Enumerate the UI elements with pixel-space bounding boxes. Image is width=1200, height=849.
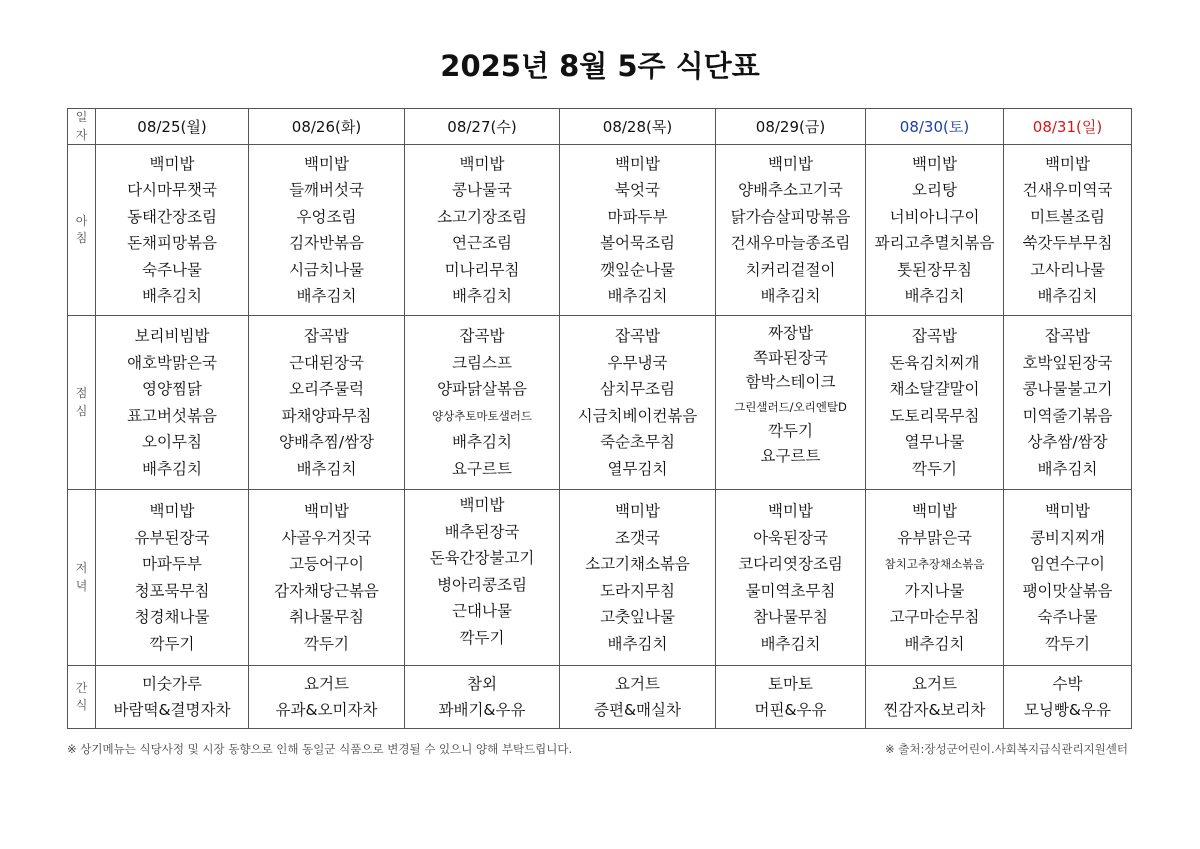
menu-item: 들깨버섯국	[289, 181, 364, 199]
menu-item: 조갯국	[615, 528, 660, 547]
menu-item: 연근조림	[452, 234, 512, 252]
menu-item: 요거트	[912, 674, 957, 693]
menu-item: 잡곡밥	[304, 327, 349, 345]
menu-cell-snack-mon	[96, 666, 249, 729]
menu-item-list	[249, 498, 404, 657]
menu-cell-snack-tue	[249, 666, 405, 729]
menu-item: 참나물무침	[753, 608, 828, 626]
menu-item-list	[249, 671, 404, 724]
menu-item-list	[866, 498, 1003, 657]
menu-item: 배추김치	[142, 459, 202, 478]
menu-item-list	[96, 671, 248, 724]
menu-item: 참치고추장채소볶음	[884, 557, 985, 571]
menu-item: 돈채피망볶음	[127, 234, 217, 252]
menu-cell-dinner-wed	[405, 490, 560, 666]
menu-item: 백미밥	[768, 154, 813, 173]
menu-item: 배추김치	[904, 634, 965, 653]
menu-item: 취나물무침	[289, 608, 364, 626]
footnote-left: ※ 상기메뉴는 식당사정 및 시장 동향으로 인해 동일군 식품으로 변경될 수 있으니 양해 부탁드립니다.	[67, 742, 573, 756]
menu-item: 유부된장국	[134, 528, 210, 547]
menu-item: 꽈리고추멸치볶음	[874, 234, 995, 252]
menu-item: 백미밥	[615, 154, 660, 173]
menu-item: 미역줄기볶음	[1022, 406, 1113, 425]
menu-item: 미숫가루	[142, 674, 202, 693]
menu-item-list	[405, 151, 559, 310]
menu-item: 돈육김치찌개	[889, 353, 980, 372]
menu-item: 고사리나물	[1030, 260, 1105, 279]
menu-item: 쑥갓두부무침	[1022, 234, 1113, 252]
menu-item: 건새우미역국	[1022, 181, 1113, 199]
menu-item: 소고기채소볶음	[585, 555, 690, 573]
meal-table	[67, 108, 1132, 729]
menu-item: 양배추찜/쌈장	[278, 433, 375, 451]
menu-item: 백미밥	[615, 502, 660, 520]
menu-item: 청경채나물	[134, 608, 210, 626]
menu-item: 숙주나물	[142, 260, 202, 279]
menu-item: 호박잎된장국	[1022, 353, 1113, 372]
menu-item: 근대나물	[452, 602, 512, 620]
day-header-wed: 08/27(수)	[405, 109, 560, 145]
menu-item: 오리탕	[912, 181, 957, 199]
menu-item: 도라지무침	[600, 581, 675, 600]
menu-item: 백미밥	[149, 502, 195, 520]
menu-item: 배추김치	[142, 287, 202, 305]
menu-item: 찐감자&보리차	[883, 701, 986, 719]
menu-item: 열무나물	[904, 433, 965, 451]
meal-row-snack	[68, 666, 1132, 729]
menu-item: 채소달걀말이	[889, 380, 980, 398]
menu-item: 백미밥	[149, 154, 195, 173]
menu-item: 그린샐러드/오리엔탈D	[734, 399, 847, 414]
menu-item: 배추김치	[607, 634, 668, 653]
menu-item-list	[96, 323, 248, 482]
menu-item-list	[716, 321, 865, 468]
menu-item-list	[405, 492, 559, 651]
menu-item: 코다리엿장조림	[738, 555, 843, 573]
menu-item: 배추된장국	[444, 522, 520, 541]
meal-row-dinner	[68, 490, 1132, 666]
menu-item: 크림스프	[452, 353, 512, 372]
menu-item: 파채양파무침	[281, 406, 372, 425]
day-header-sat: 08/30(토)	[866, 109, 1004, 145]
menu-item: 감자채당근볶음	[274, 581, 379, 600]
menu-item: 백미밥	[459, 496, 505, 514]
menu-item: 백미밥	[304, 502, 349, 520]
menu-cell-snack-wed	[405, 666, 560, 729]
menu-item: 바람떡&결명자차	[113, 701, 231, 719]
menu-item: 우엉조림	[296, 207, 357, 226]
menu-item: 백미밥	[459, 154, 505, 173]
menu-item-list	[716, 671, 865, 724]
menu-cell-lunch-fri	[716, 316, 866, 490]
menu-item-list	[866, 151, 1003, 310]
menu-item: 백미밥	[1045, 502, 1090, 520]
menu-item: 배추김치	[760, 634, 821, 653]
menu-item: 배추김치	[1037, 459, 1098, 478]
menu-item: 근대된장국	[289, 353, 364, 372]
menu-item: 요거트	[304, 674, 349, 693]
meal-label-text: 간식	[75, 680, 88, 712]
meal-label	[68, 316, 96, 490]
day-header-fri: 08/29(금)	[716, 109, 866, 145]
menu-item: 동태간장조림	[127, 207, 217, 226]
menu-item: 유과&오미자차	[275, 701, 378, 719]
menu-item: 깍두기	[459, 628, 505, 647]
menu-item: 다시마무챗국	[127, 181, 217, 199]
date-header-label	[68, 109, 96, 145]
menu-cell-dinner-mon	[96, 490, 249, 666]
meal-label-text: 점심	[75, 386, 88, 418]
menu-item: 양배추소고기국	[738, 181, 843, 199]
menu-item: 상추쌈/쌈장	[1027, 433, 1108, 451]
meal-label-text: 아침	[75, 213, 88, 245]
menu-item: 요거트	[615, 674, 660, 693]
menu-item: 돈육간장불고기	[429, 549, 535, 567]
menu-item: 백미밥	[912, 502, 957, 520]
menu-item: 고등어구이	[289, 555, 364, 573]
menu-item: 우무냉국	[607, 353, 668, 372]
menu-item-list	[866, 323, 1003, 482]
menu-item: 배추김치	[904, 287, 965, 305]
menu-item: 오리주물럭	[289, 380, 364, 398]
menu-item-list	[560, 671, 715, 724]
menu-item: 열무김치	[607, 459, 668, 478]
menu-item: 백미밥	[912, 154, 957, 173]
menu-item: 시금치나물	[289, 260, 364, 279]
menu-item: 너비아니구이	[889, 207, 980, 226]
menu-item-list	[96, 151, 248, 310]
menu-item: 배추김치	[296, 287, 357, 305]
menu-item: 사골우거짓국	[281, 528, 372, 547]
meal-row-lunch	[68, 316, 1132, 490]
menu-item-list	[560, 498, 715, 657]
menu-item: 보리비빔밥	[134, 327, 210, 345]
menu-item: 백미밥	[1045, 154, 1090, 173]
menu-cell-dinner-tue	[249, 490, 405, 666]
menu-item: 치커리겉절이	[745, 260, 836, 279]
menu-item: 깍두기	[1045, 634, 1090, 653]
menu-item: 죽순초무침	[600, 433, 675, 451]
menu-item: 증편&매실차	[594, 701, 681, 719]
menu-cell-snack-thu	[560, 666, 716, 729]
day-header-tue: 08/26(화)	[249, 109, 405, 145]
menu-item: 영양찜닭	[142, 380, 202, 398]
menu-item: 마파두부	[607, 207, 668, 226]
menu-cell-breakfast-sat	[866, 145, 1004, 316]
menu-item-list	[405, 323, 559, 482]
menu-item: 콩나물국	[452, 181, 512, 199]
menu-item-list	[716, 498, 865, 657]
menu-cell-snack-fri	[716, 666, 866, 729]
meal-row-breakfast	[68, 145, 1132, 316]
menu-item: 북엇국	[615, 181, 660, 199]
menu-cell-dinner-sat	[866, 490, 1004, 666]
meal-label	[68, 145, 96, 316]
menu-item: 수박	[1052, 674, 1083, 693]
menu-item: 토마토	[768, 674, 813, 693]
menu-item: 미나리무침	[444, 260, 520, 279]
menu-cell-dinner-fri	[716, 490, 866, 666]
menu-item: 깍두기	[768, 422, 813, 440]
menu-cell-breakfast-wed	[405, 145, 560, 316]
menu-cell-breakfast-fri	[716, 145, 866, 316]
menu-item-list	[96, 498, 248, 657]
menu-item: 배추김치	[452, 433, 512, 451]
menu-item: 머핀&우유	[754, 701, 827, 719]
menu-item: 시금치베이컨볶음	[577, 406, 698, 425]
menu-item: 배추김치	[760, 287, 821, 305]
page-title: 2025년 8월 5주 식단표	[440, 49, 760, 83]
menu-item: 백미밥	[768, 502, 813, 520]
menu-cell-lunch-sat	[866, 316, 1004, 490]
menu-cell-lunch-tue	[249, 316, 405, 490]
menu-item-list	[1004, 323, 1131, 482]
menu-item: 요구르트	[760, 446, 821, 465]
menu-item: 고구마순무침	[889, 608, 980, 626]
menu-cell-lunch-mon	[96, 316, 249, 490]
menu-item-list	[560, 323, 715, 482]
menu-cell-breakfast-mon	[96, 145, 249, 316]
menu-item: 양파닭살볶음	[437, 380, 527, 398]
menu-item-list	[249, 151, 404, 310]
day-header-sun: 08/31(일)	[1004, 109, 1132, 145]
menu-item: 마파두부	[142, 555, 202, 573]
menu-item: 유부맑은국	[897, 528, 972, 547]
menu-item: 깻잎순나물	[600, 260, 675, 279]
meal-label-text: 저녁	[75, 561, 88, 593]
menu-item: 임연수구이	[1030, 555, 1105, 573]
menu-item: 배추김치	[452, 287, 512, 305]
menu-item: 배추김치	[296, 459, 357, 478]
menu-cell-lunch-wed	[405, 316, 560, 490]
menu-item: 깍두기	[149, 634, 195, 653]
menu-item: 소고기장조림	[437, 207, 527, 226]
menu-item: 톳된장무침	[897, 260, 972, 279]
menu-item: 고춧잎나물	[600, 608, 675, 626]
menu-item-list	[1004, 498, 1131, 657]
menu-item: 양상추토마토샐러드	[432, 408, 532, 423]
menu-item: 잡곡밥	[1045, 327, 1090, 345]
menu-item-list	[405, 671, 559, 724]
menu-item: 가지나물	[904, 581, 965, 600]
menu-item: 잡곡밥	[459, 327, 505, 345]
menu-item: 물미역초무침	[745, 581, 836, 600]
menu-item: 청포묵무침	[134, 581, 210, 600]
menu-item: 삼치무조림	[600, 380, 675, 398]
day-header-thu: 08/28(목)	[560, 109, 716, 145]
menu-item: 잡곡밥	[912, 327, 957, 345]
menu-item: 깍두기	[912, 459, 957, 478]
menu-item: 깍두기	[304, 634, 349, 653]
menu-item: 참외	[467, 674, 497, 693]
menu-cell-breakfast-tue	[249, 145, 405, 316]
header-row	[68, 109, 1132, 145]
menu-item-list	[249, 323, 404, 482]
menu-cell-breakfast-thu	[560, 145, 716, 316]
menu-item: 애호박맑은국	[127, 353, 217, 372]
menu-item: 배추김치	[1037, 287, 1098, 305]
menu-cell-dinner-sun	[1004, 490, 1132, 666]
menu-item: 아욱된장국	[753, 528, 828, 547]
menu-item: 표고버섯볶음	[127, 406, 217, 425]
menu-cell-lunch-sun	[1004, 316, 1132, 490]
meal-label	[68, 666, 96, 729]
menu-item: 짜장밥	[768, 324, 813, 342]
menu-item: 모닝빵&우유	[1024, 701, 1111, 719]
menu-item: 요구르트	[452, 459, 512, 478]
menu-item: 건새우마늘종조림	[730, 234, 851, 252]
menu-item-list	[866, 671, 1003, 724]
footnote-right: ※ 출처:장성군어린이.사회복지급식관리지원센터	[885, 742, 1128, 756]
menu-item: 숙주나물	[1037, 608, 1098, 626]
menu-item-list	[560, 151, 715, 310]
menu-item: 미트볼조림	[1030, 207, 1105, 226]
menu-cell-snack-sun	[1004, 666, 1132, 729]
menu-cell-dinner-thu	[560, 490, 716, 666]
menu-item-list	[1004, 151, 1131, 310]
menu-item: 팽이맛살볶음	[1022, 581, 1113, 600]
day-header-mon: 08/25(월)	[96, 109, 249, 145]
menu-cell-breakfast-sun	[1004, 145, 1132, 316]
menu-item: 볼어묵조림	[600, 234, 675, 252]
menu-item: 꽈배기&우유	[438, 701, 526, 719]
date-header-text: 일자	[75, 110, 88, 142]
menu-item: 병아리콩조림	[437, 575, 527, 594]
menu-item: 콩비지찌개	[1030, 528, 1105, 547]
menu-item-list	[1004, 671, 1131, 724]
meal-label	[68, 490, 96, 666]
menu-item-list	[716, 151, 865, 310]
menu-item: 백미밥	[304, 154, 349, 173]
menu-item: 도토리묵무침	[889, 406, 980, 425]
menu-item: 콩나물불고기	[1022, 380, 1113, 398]
menu-item: 김자반볶음	[289, 234, 364, 252]
menu-cell-lunch-thu	[560, 316, 716, 490]
menu-item: 배추김치	[607, 287, 668, 305]
menu-item: 닭가슴살피망볶음	[730, 207, 851, 226]
menu-item: 오이무침	[142, 433, 202, 451]
menu-item: 잡곡밥	[615, 327, 660, 345]
menu-item: 쪽파된장국	[753, 348, 828, 367]
menu-cell-snack-sat	[866, 666, 1004, 729]
menu-item: 함박스테이크	[745, 373, 836, 391]
